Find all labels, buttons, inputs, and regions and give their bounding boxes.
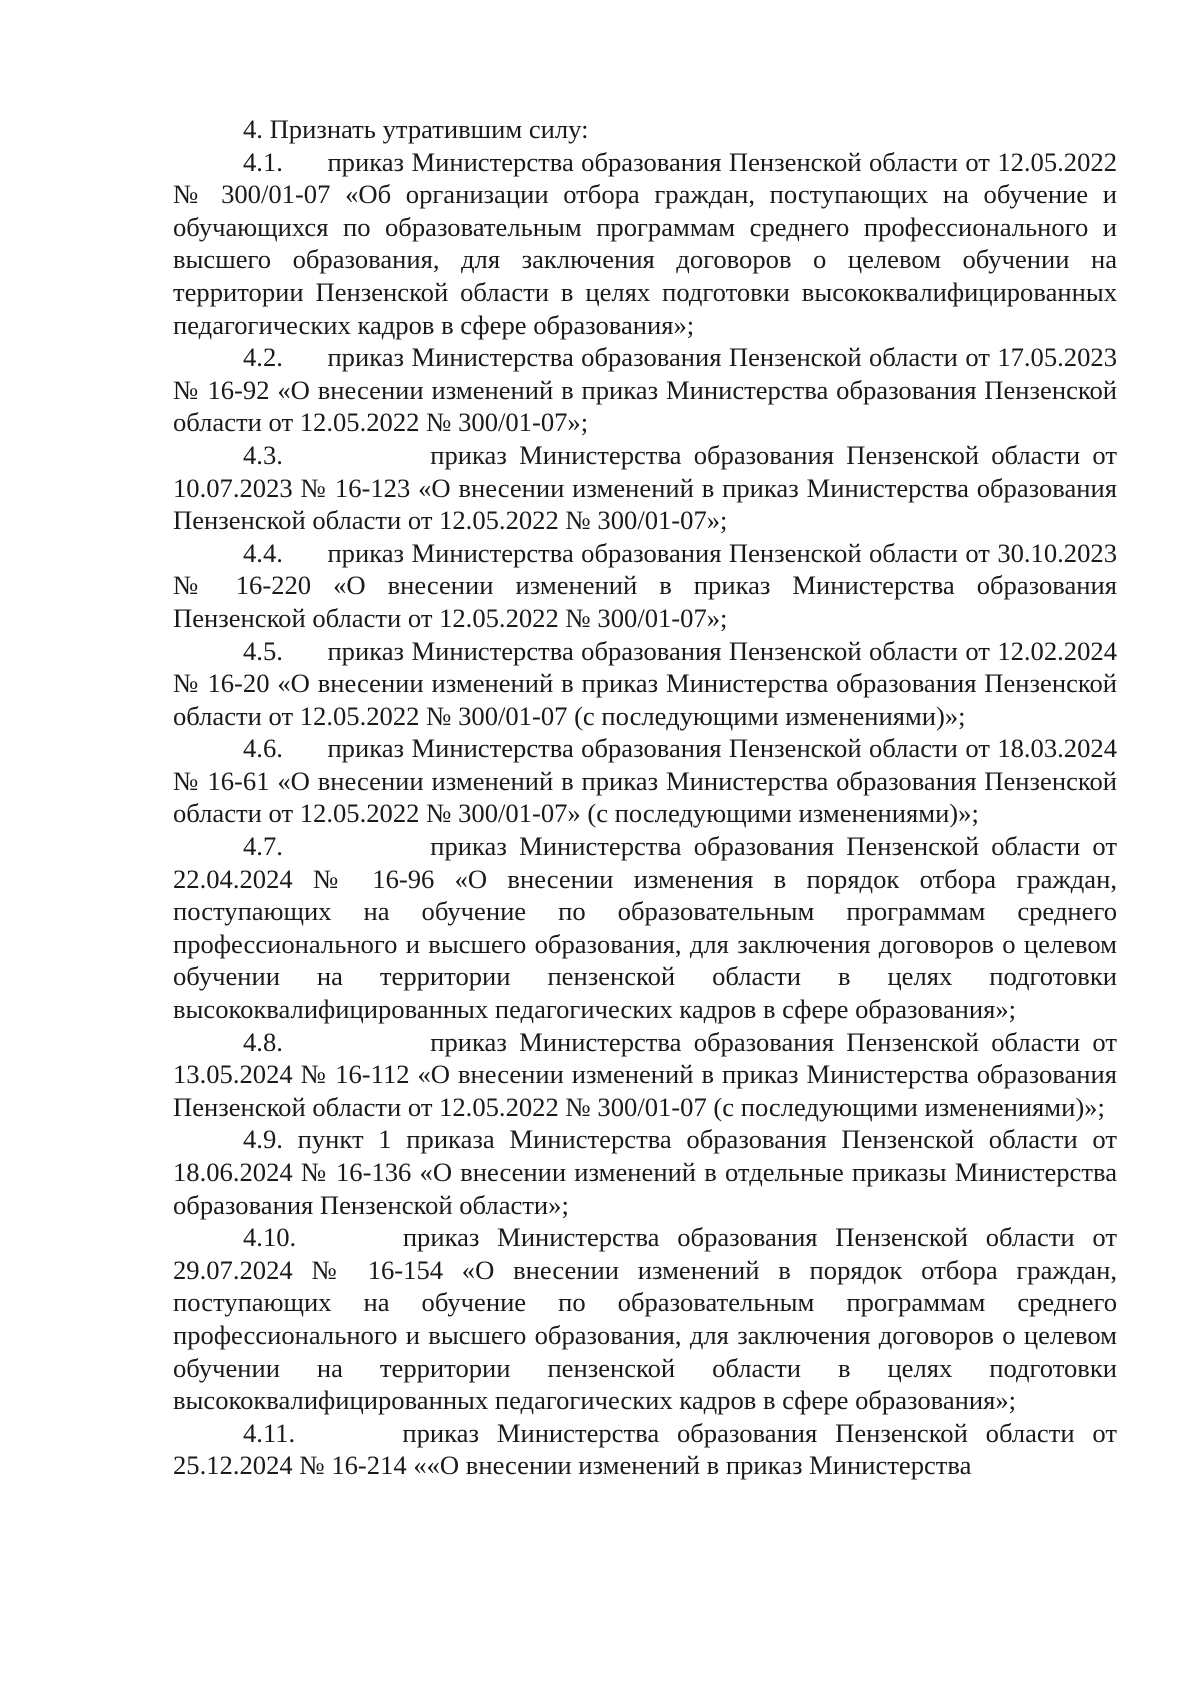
list-item-4-5: 4.5. приказ Министерства образования Пензенской области от 12.02.2024 № 16-20 «О внесении изменений в приказ Министерства образования Пензенской области от 12.05.2022 № 300/01-07 (с последующими изменениями)»; bbox=[173, 635, 1117, 731]
document-body bbox=[173, 113, 1117, 1482]
list-item-4-4: 4.4. приказ Министерства образования Пензенской области от 30.10.2023 № 16-220 «О внесении изменений в приказ Министерства образования Пензенской области от 12.05.2022 № 300/01-07»; bbox=[173, 537, 1117, 633]
list-item-4-10: 4.10. приказ Министерства образования Пензенской области от 29.07.2024 № 16-154 «О внесении изменений в порядок отбора граждан, поступающих на обучение по образовательным программам среднего профессионального и высшего образования, для заключения договоров о целевом обучении на территории пензенской области в целях подготовки высококвалифицированных педагогических кадров в сфере образования»; bbox=[173, 1222, 1117, 1416]
list-item-4-1: 4.1. приказ Министерства образования Пензенской области от 12.05.2022 № 300/01-07 «Об организации отбора граждан, поступающих на обучение и обучающихся по образовательным программам среднего профессионального и высшего образования, для заключения договоров о целевом обучении на территории Пензенской области в целях подготовки высококвалифицированных педагогических кадров в сфере образования»; bbox=[173, 146, 1117, 340]
list-item-4-7: 4.7. приказ Министерства образования Пензенской области от 22.04.2024 № 16-96 «О внесении изменения в порядок отбора граждан, поступающих на обучение по образовательным программам среднего профессионального и высшего образования, для заключения договоров о целевом обучении на территории пензенской области в целях подготовки высококвалифицированных педагогических кадров в сфере образования»; bbox=[173, 831, 1117, 1025]
list-item-4-2: 4.2. приказ Министерства образования Пензенской области от 17.05.2023 № 16-92 «О внесении изменений в приказ Министерства образования Пензенской области от 12.05.2022 № 300/01-07»; bbox=[173, 342, 1117, 438]
list-item-4-6: 4.6. приказ Министерства образования Пензенской области от 18.03.2024 № 16-61 «О внесении изменений в приказ Министерства образования Пензенской области от 12.05.2022 № 300/01-07» (с последующими изменениями)»; bbox=[173, 733, 1117, 829]
list-item-4-3: 4.3. приказ Министерства образования Пензенской области от 10.07.2023 № 16-123 «О внесении изменений в приказ Министерства образования Пензенской области от 12.05.2022 № 300/01-07»; bbox=[173, 439, 1117, 536]
list-item-4-9: 4.9. пункт 1 приказа Министерства образования Пензенской области от 18.06.2024 № 16-136 «О внесении изменений в отдельные приказы Министерства образования Пензенской области»; bbox=[173, 1124, 1117, 1220]
section-heading: 4. Признать утратившим силу: bbox=[243, 114, 589, 144]
list-item-4-11: 4.11. приказ Министерства образования Пензенской области от 25.12.2024 № 16-214 ««О внесении изменений в приказ Министерства bbox=[173, 1417, 1117, 1481]
list-item-4-8: 4.8. приказ Министерства образования Пензенской области от 13.05.2024 № 16-112 «О внесении изменений в приказ Министерства образования Пензенской области от 12.05.2022 № 300/01-07 (с последующими изменениями)»; bbox=[173, 1026, 1117, 1122]
